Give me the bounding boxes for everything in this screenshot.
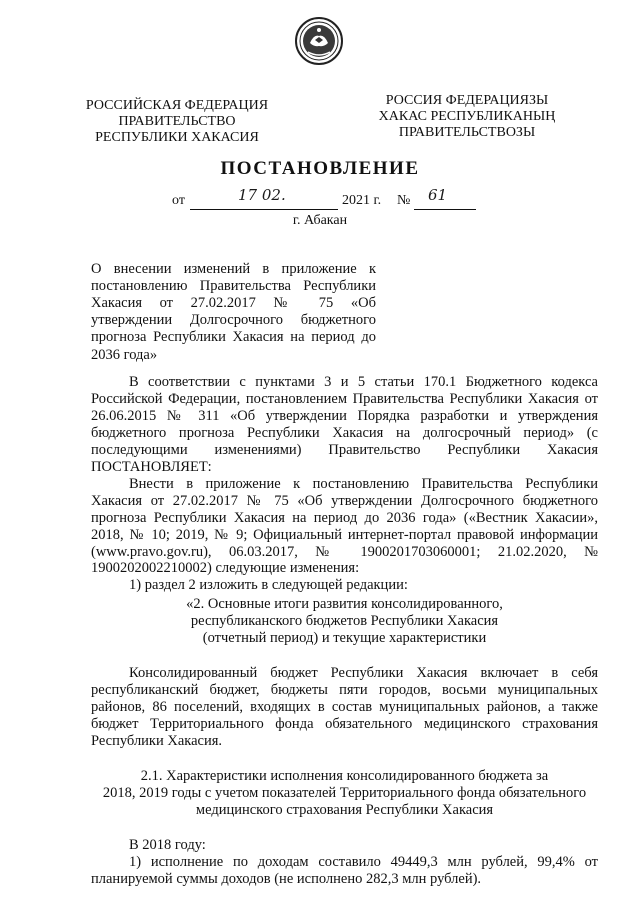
document-subject: О внесении изменений в приложение к постановлению Правительства Республики Хакасия от 27.02.2017 № 75 «Об утверждении Долгосрочного бюджетного прогноза Республики Хакасия на период до 2036 года» bbox=[91, 261, 376, 363]
section-2-1-title bbox=[91, 768, 598, 819]
paragraph: Консолидированный бюджет Республики Хакасия включает в себя республиканский бюджет, бюджеты пяти городов, восьми муниципальных районов, 86 поселений, входящих в состав муниципальных районов, а также бюджет Территориального фонда обязательного медицинского страхования Республики Хакасия. bbox=[91, 665, 598, 750]
city-label: г. Абакан bbox=[292, 213, 348, 228]
paragraph: 1) раздел 2 изложить в следующей редакции: bbox=[129, 577, 408, 594]
from-label: от bbox=[172, 193, 185, 208]
paragraph: 1) исполнение по доходам составило 49449,3 млн рублей, 99,4% от планируемой суммы доходов (не исполнено 282,3 млн рублей). bbox=[91, 853, 598, 887]
number-handwritten: 61 bbox=[428, 186, 448, 204]
paragraph: В соответствии с пунктами 3 и 5 статьи 170.1 Бюджетного кодекса Российской Федерации, постановлением Правительства Республики Хакасия от 26.06.2015 № 311 «Об утверждении Порядка разработки и утверждения бюджетного прогноза Республики Хакасия на долгосрочный период» (с последующими изменениями) Правительство Республики Хакасия ПОСТАНОВЛЯЕТ: bbox=[91, 374, 598, 475]
header-left-line: РЕСПУБЛИКИ ХАКАСИЯ bbox=[95, 129, 259, 145]
paragraph: В 2018 году: bbox=[129, 836, 206, 853]
header-left bbox=[82, 98, 272, 146]
section-title-line: 2.1. Характеристики исполнения консолидированного бюджета за bbox=[140, 768, 549, 785]
section-title-line: республиканского бюджетов Республики Хакасия bbox=[190, 613, 499, 630]
section-title-line: «2. Основные итоги развития консолидированного, bbox=[186, 596, 503, 613]
emblem-icon bbox=[294, 16, 344, 66]
document-body bbox=[91, 374, 598, 888]
header-right-line: РОССИЯ ФЕДЕРАЦИЯЗЫ bbox=[385, 93, 549, 108]
year-label: 2021 г. bbox=[342, 193, 382, 208]
document-title: ПОСТАНОВЛЕНИЕ bbox=[220, 158, 420, 179]
section-2-title bbox=[91, 596, 598, 647]
section-title-line: 2018, 2019 годы с учетом показателей Территориального фонда обязательного bbox=[102, 784, 587, 801]
section-title-line: медицинского страхования Республики Хакасия bbox=[195, 801, 494, 818]
header-right-line: ПРАВИТЕЛЬСТВОЗЫ bbox=[398, 124, 536, 140]
paragraph: Внести в приложение к постановлению Правительства Республики Хакасия от 27.02.2017 № 75 «Об утверждении Долгосрочного бюджетного прогноза Республики Хакасия на период до 2036 года» («Вестник Хакасии», 2018, № 10; 2019, № 9; Официальный интернет-портал правовой информации (www.pravo.gov.ru), 06.03.2017, № 1900201703060001; 21.02.2020, № 1900202002210002) следующие изменения: bbox=[91, 475, 598, 577]
date-handwritten: 17 02. bbox=[238, 186, 286, 204]
header-right bbox=[372, 93, 562, 141]
number-label: № bbox=[397, 193, 411, 208]
header-right-line: ХАКАС РЕСПУБЛИКАНЫҢ bbox=[378, 108, 556, 124]
header-left-line: ПРАВИТЕЛЬСТВО bbox=[118, 113, 236, 129]
section-title-line: (отчетный период) и текущие характеристики bbox=[202, 630, 487, 647]
header-left-line: РОССИЙСКАЯ ФЕДЕРАЦИЯ bbox=[85, 98, 269, 113]
